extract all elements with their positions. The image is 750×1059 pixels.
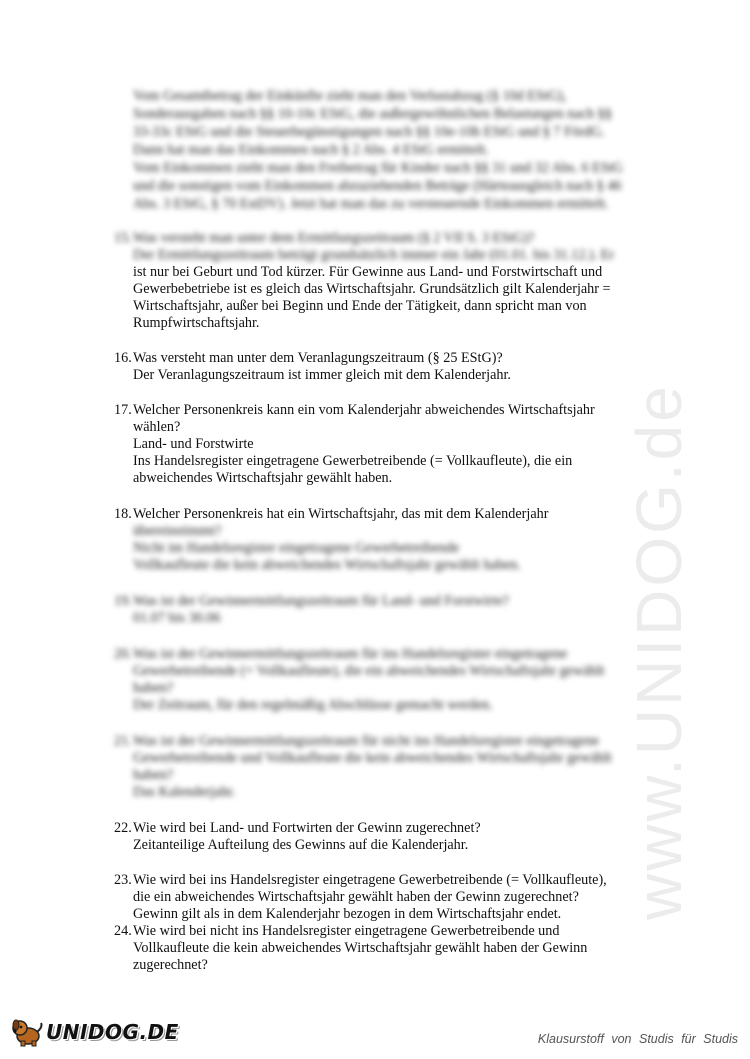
question-number: 21.: [114, 733, 132, 749]
answer-text: Zeitanteilige Aufteilung des Gewinns auf die Kalenderjahr.: [133, 837, 469, 853]
answer-text: Ins Handelsregister eingetragene Gewerbetreibende (= Vollkaufleute), die ein: [133, 453, 573, 469]
question-number: 20.: [114, 646, 132, 662]
question-text: Welcher Personenkreis kann ein vom Kalenderjahr abweichendes Wirtschaftsjahr: [133, 402, 595, 418]
text-line: Abs. 3 EStG, § 70 EstDV). Jetzt hat man das zu versteuernde Einkommen ermittelt.: [133, 196, 609, 212]
text-line: Gewerbetreibende (= Vollkaufleute), die ein abweichendes Wirtschaftsjahr gewählt: [133, 663, 605, 679]
question-text: Wie wird bei Land- und Fortwirten der Gewinn zugerechnet?: [133, 820, 481, 836]
question-number: 22.: [114, 820, 132, 836]
question-text: die ein abweichendes Wirtschaftsjahr gewählt haben der Gewinn zugerechnet?: [133, 889, 579, 905]
text-line: ist nur bei Geburt und Tod kürzer. Für Gewinne aus Land- und Forstwirtschaft und: [133, 264, 603, 280]
text-line: Was ist der Gewinnermittlungszeitraum für nicht ins Handelsregister eingetragene: [133, 733, 600, 749]
dog-icon: [10, 1017, 44, 1047]
question-text: Vollkaufleute die kein abweichendes Wirtschaftsjahr gewählt haben der Gewinn: [133, 940, 588, 956]
text-line: Rumpfwirtschaftsjahr.: [133, 315, 260, 331]
answer-text: Gewinn gilt als in dem Kalenderjahr bezogen in dem Wirtschaftsjahr endet.: [133, 906, 562, 922]
text-line: Sonderausgaben nach §§ 10-10c EStG, die außergewöhnlichen Belastungen nach §§: [133, 106, 612, 122]
question-text: Wie wird bei ins Handelsregister eingetragene Gewerbetreibende (= Vollkaufleute),: [133, 872, 607, 888]
question-text: wählen?: [133, 419, 181, 435]
text-line: Das Kalenderjahr.: [133, 784, 236, 800]
unidog-logo: [10, 1017, 179, 1047]
text-line: haben?: [133, 680, 174, 696]
text-line: übereinstimmt?: [133, 523, 222, 539]
question-text: Wie wird bei nicht ins Handelsregister eingetragene Gewerbetreibende und: [133, 923, 560, 939]
footer-tagline: Klausurstoff von Studis für Studis: [537, 1032, 738, 1046]
text-line: Vollkaufleute die kein abweichendes Wirtschaftsjahr gewählt haben.: [133, 557, 521, 573]
answer-text: abweichendes Wirtschaftsjahr gewählt haben.: [133, 470, 393, 486]
watermark: www.UNIDOG.de: [623, 383, 695, 920]
question-number: 18.: [114, 506, 132, 522]
text-line: Vom Gesamtbetrag der Einkünfte zieht man den Verlustabzug (§ 10d EStG),: [133, 88, 567, 104]
question-number: 24.: [114, 923, 132, 939]
text-line: Was versteht man unter dem Ermittlungszeitraum (§ 2 VII S. 3 EStG)?: [133, 230, 535, 246]
text-line: Gewerbetreibende und Vollkaufleute die kein abweichendes Wirtschaftsjahr gewählt: [133, 750, 612, 766]
question-number: 15.: [114, 230, 132, 246]
text-line: Was ist der Gewinnermittlungszeitraum für ins Handelsregister eingetragene: [133, 646, 568, 662]
question-text: Welcher Personenkreis hat ein Wirtschaftsjahr, das mit dem Kalenderjahr: [133, 506, 549, 522]
text-line: Gewerbebetriebe ist es gleich das Wirtschaftsjahr. Grundsätzlich gilt Kalenderjahr =: [133, 281, 611, 297]
answer-text: Land- und Forstwirte: [133, 436, 254, 452]
question-text: zugerechnet?: [133, 957, 208, 973]
text-line: 33-33c EStG und die Steuerbegünstigungen nach §§ 10e-10h EStG und § 7 FördG.: [133, 124, 605, 140]
question-text: Was versteht man unter dem Veranlagungszeitraum (§ 25 EStG)?: [133, 350, 503, 366]
text-line: Der Zeitraum, für den regelmäßig Abschlüsse gemacht werden.: [133, 697, 493, 713]
text-line: Dann hat man das Einkommen nach § 2 Abs. 4 EStG ermittelt.: [133, 142, 489, 158]
question-number: 23.: [114, 872, 132, 888]
answer-text: Der Veranlagungszeitraum ist immer gleich mit dem Kalenderjahr.: [133, 367, 511, 383]
text-line: 01.07 bis 30.06: [133, 610, 221, 626]
text-line: haben?: [133, 767, 174, 783]
text-line: Der Ermittlungszeitraum beträgt grundsätzlich immer ein Jahr (01.01. bis 31.12.). Er: [133, 247, 615, 263]
text-line: Vom Einkommen zieht man den Freibetrag für Kinder nach §§ 31 und 32 Abs. 6 EStG: [133, 160, 623, 176]
text-line: und die sonstigen vom Einkommen abzuziehenden Beträge (Härteausgleich nach § 46: [133, 178, 622, 194]
question-number: 16.: [114, 350, 132, 366]
question-number: 17.: [114, 402, 132, 418]
text-line: Nicht im Handelsregister eingetragene Gewerbetreibende: [133, 540, 460, 556]
text-line: Was ist der Gewinnermittlungszeitraum für Land- und Forstwirte?: [133, 593, 509, 609]
logo-text: UNIDOG.DE: [46, 1020, 179, 1044]
question-number: 19.: [114, 593, 132, 609]
text-line: Wirtschaftsjahr, außer bei Beginn und Ende der Tätigkeit, dann spricht man von: [133, 298, 587, 314]
